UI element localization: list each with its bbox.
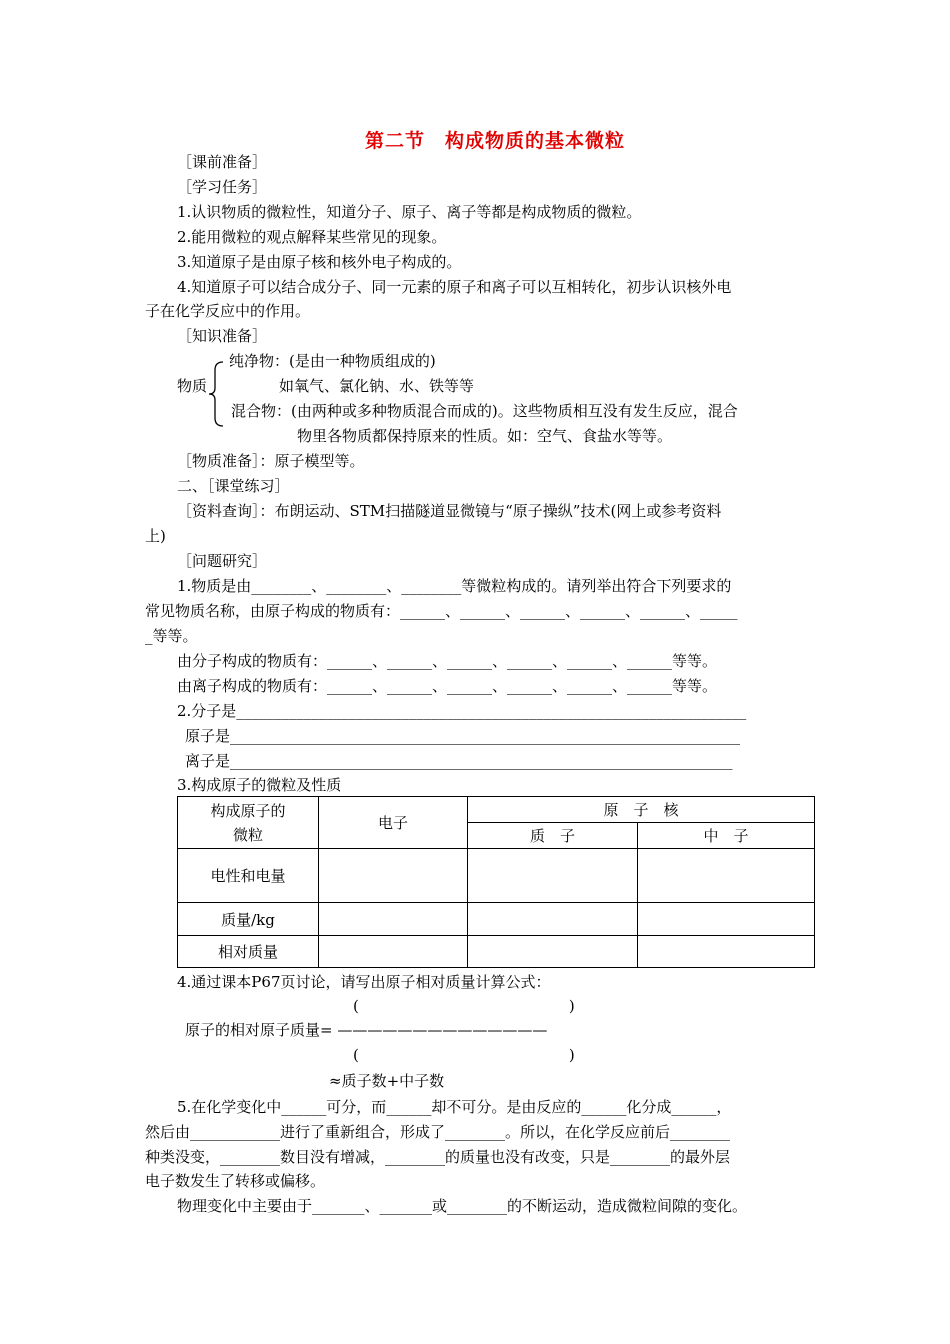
row-label-charge: 电性和电量 (178, 849, 319, 903)
formula-approx: ≈质子数+中子数 (329, 1072, 445, 1090)
pure-examples: 如氧气、氯化钠、水、铁等等 (279, 377, 475, 395)
formula-denominator: ( ) (353, 1046, 575, 1064)
physical-change: 物理变化中主要由于_______、_______或________的不断运动，造成微粒间隙的变化。 (177, 1197, 748, 1215)
question-3: 3.构成原子的微粒及性质 (177, 776, 342, 794)
table-cell[interactable] (319, 936, 468, 968)
question-5-cont-1: 然后由____________进行了重新组合，形成了________。所以，在化学反应前后________ (145, 1123, 731, 1141)
question-5-cont-2: 种类没变，________数目没有增减，________的质量也没有改变，只是________的最外层 (145, 1148, 731, 1166)
atom-particles-table (177, 796, 815, 968)
table-cell[interactable] (468, 903, 638, 936)
header-electron: 电子 (319, 797, 468, 849)
section-learning-tasks: ［学习任务］ (177, 178, 268, 196)
mixture-line: 混合物：(由两种或多种物质混合而成的)。这些物质相互没有发生反应，混合 (231, 402, 738, 420)
task-1: 1.认识物质的微粒性，知道分子、原子、离子等都是构成物质的微粒。 (177, 203, 642, 221)
question-1-end: _等等。 (145, 627, 198, 645)
page-title: 第二节 构成物质的基本微粒 (364, 130, 625, 152)
table-cell[interactable] (468, 849, 638, 903)
formula-line: 原子的相对原子质量= —————————————— (185, 1021, 548, 1039)
task-4-cont: 子在化学反应中的作用。 (145, 302, 311, 320)
section-classroom-practice: 二、［课堂练习］ (177, 477, 290, 495)
question-1-cont: 常见物质名称，由原子构成的物质有：______、______、______、______、______、_____ (145, 602, 738, 620)
row-label-relative-mass: 相对质量 (178, 936, 319, 968)
pure-substance-line: 纯净物：(是由一种物质组成的) (229, 352, 436, 370)
formula-numerator: ( ) (353, 997, 575, 1015)
brace-icon (207, 360, 225, 428)
task-2: 2.能用微粒的观点解释某些常见的现象。 (177, 228, 447, 246)
question-2-atom: 原子是____________________________________________________________________ (185, 727, 741, 745)
table-cell[interactable] (319, 849, 468, 903)
section-problem-study: ［问题研究］ (177, 552, 268, 570)
reference-lookup: ［资料查询］：布朗运动、STM扫描隧道显微镜与“原子操纵”技术(网上或参考资料 (177, 502, 722, 520)
table-cell[interactable] (638, 903, 815, 936)
question-5: 5.在化学变化中______可分，而______却不可分。是由反应的______化分成______， (177, 1098, 732, 1116)
section-pre-class: ［课前准备］ (177, 153, 268, 171)
row-label-mass: 质量/kg (178, 903, 319, 936)
question-1: 1.物质是由________、________、________等微粒构成的。请列举出符合下列要求的 (177, 577, 732, 595)
mixture-line-cont: 物里各物质都保持原来的性质。如：空气、食盐水等等。 (297, 427, 673, 445)
reference-lookup-cont: 上) (145, 527, 166, 545)
material-prep: ［物质准备］：原子模型等。 (177, 452, 365, 470)
question-5-cont-3: 电子数发生了转移或偏移。 (145, 1172, 326, 1190)
header-proton: 质 子 (468, 823, 638, 849)
header-neutron: 中 子 (638, 823, 815, 849)
section-knowledge-prep: ［知识准备］ (177, 327, 268, 345)
question-4: 4.通过课本P67页讨论，请写出原子相对质量计算公式： (177, 973, 551, 991)
header-particle-cell (178, 797, 319, 849)
header-particle-line2: 微粒 (232, 825, 263, 844)
task-3: 3.知道原子是由原子核和核外电子构成的。 (177, 253, 462, 271)
ion-substances: 由离子构成的物质有：______、______、______、______、______、______等等。 (177, 677, 718, 695)
table-cell[interactable] (638, 936, 815, 968)
table-cell[interactable] (319, 903, 468, 936)
header-nucleus: 原 子 核 (468, 797, 815, 823)
table-cell[interactable] (638, 849, 815, 903)
molecule-substances: 由分子构成的物质有：______、______、______、______、______、______等等。 (177, 652, 718, 670)
header-particle-line1: 构成原子的 (210, 801, 286, 820)
task-4: 4.知道原子可以结合成分子、同一元素的原子和离子可以互相转化，初步认识核外电 (177, 278, 732, 296)
question-2-ion: 离子是___________________________________________________________________ (185, 752, 733, 770)
matter-label: 物质 (177, 377, 208, 395)
question-2-molecule: 2.分子是____________________________________________________________________ (177, 702, 747, 720)
table-cell[interactable] (468, 936, 638, 968)
